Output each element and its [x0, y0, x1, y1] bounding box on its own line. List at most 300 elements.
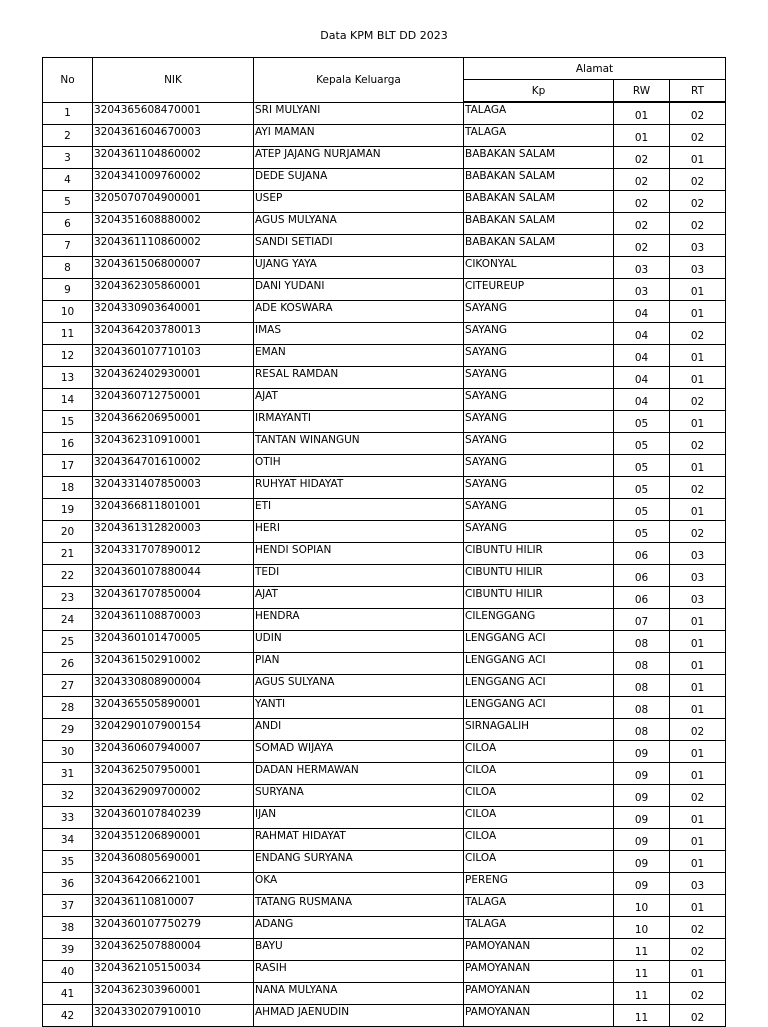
cell-rw: 03	[614, 279, 670, 301]
cell-rw: 10	[614, 895, 670, 917]
cell-kp: SAYANG	[464, 345, 614, 367]
table-row	[43, 983, 726, 1005]
cell-nama: IRMAYANTI	[254, 411, 464, 433]
cell-no: 28	[43, 697, 93, 719]
cell-no: 11	[43, 323, 93, 345]
cell-nik: 3204361707850004	[93, 587, 254, 609]
cell-kp: PAMOYANAN	[464, 1005, 614, 1027]
cell-nik: 3204361502910002	[93, 653, 254, 675]
cell-nik: 3204331407850003	[93, 477, 254, 499]
cell-kp: BABAKAN SALAM	[464, 147, 614, 169]
table-row	[43, 455, 726, 477]
table-row	[43, 521, 726, 543]
table-row	[43, 675, 726, 697]
cell-kp: SAYANG	[464, 477, 614, 499]
cell-nik: 3204362909700002	[93, 785, 254, 807]
cell-rw: 05	[614, 411, 670, 433]
cell-rt: 02	[670, 719, 726, 741]
cell-no: 32	[43, 785, 93, 807]
cell-nik: 3204362105150034	[93, 961, 254, 983]
table-row	[43, 1005, 726, 1027]
cell-no: 4	[43, 169, 93, 191]
cell-nik: 3204290107900154	[93, 719, 254, 741]
cell-nik: 3204360712750001	[93, 389, 254, 411]
cell-rw: 09	[614, 873, 670, 895]
cell-no: 40	[43, 961, 93, 983]
table-row	[43, 102, 726, 125]
cell-no: 12	[43, 345, 93, 367]
cell-nik: 3204364701610002	[93, 455, 254, 477]
cell-kp: SAYANG	[464, 433, 614, 455]
table-row	[43, 411, 726, 433]
table-row	[43, 807, 726, 829]
cell-no: 7	[43, 235, 93, 257]
cell-nik: 3204360107880044	[93, 565, 254, 587]
table-row	[43, 763, 726, 785]
cell-rt: 03	[670, 543, 726, 565]
table-row	[43, 147, 726, 169]
cell-rw: 09	[614, 829, 670, 851]
cell-nik: 3204362402930001	[93, 367, 254, 389]
cell-no: 8	[43, 257, 93, 279]
cell-kp: SAYANG	[464, 323, 614, 345]
table-row	[43, 323, 726, 345]
cell-nik: 3205070704900001	[93, 191, 254, 213]
cell-rw: 08	[614, 697, 670, 719]
cell-no: 21	[43, 543, 93, 565]
cell-rt: 01	[670, 741, 726, 763]
cell-rt: 01	[670, 829, 726, 851]
cell-nama: HERI	[254, 521, 464, 543]
cell-nama: TEDI	[254, 565, 464, 587]
cell-rt: 03	[670, 587, 726, 609]
cell-rw: 06	[614, 587, 670, 609]
cell-kp: SAYANG	[464, 301, 614, 323]
cell-rw: 01	[614, 102, 670, 125]
cell-rt: 01	[670, 631, 726, 653]
cell-nik: 3204362507950001	[93, 763, 254, 785]
table-row	[43, 367, 726, 389]
cell-no: 24	[43, 609, 93, 631]
header-kp: Kp	[464, 80, 614, 103]
cell-rt: 01	[670, 675, 726, 697]
cell-no: 23	[43, 587, 93, 609]
cell-rw: 02	[614, 213, 670, 235]
cell-rw: 08	[614, 653, 670, 675]
cell-nik: 3204361604670003	[93, 125, 254, 147]
cell-rt: 02	[670, 433, 726, 455]
cell-rw: 05	[614, 433, 670, 455]
cell-kp: SAYANG	[464, 499, 614, 521]
header-rw: RW	[614, 80, 670, 103]
table-row	[43, 895, 726, 917]
cell-nik: 3204361110860002	[93, 235, 254, 257]
header-rt: RT	[670, 80, 726, 103]
table-row	[43, 499, 726, 521]
cell-no: 14	[43, 389, 93, 411]
table-row	[43, 697, 726, 719]
cell-kp: BABAKAN SALAM	[464, 191, 614, 213]
cell-no: 16	[43, 433, 93, 455]
cell-rt: 03	[670, 257, 726, 279]
cell-nik: 3204361312820003	[93, 521, 254, 543]
cell-kp: BABAKAN SALAM	[464, 235, 614, 257]
table-row	[43, 543, 726, 565]
cell-kp: LENGGANG ACI	[464, 631, 614, 653]
cell-no: 22	[43, 565, 93, 587]
table-row	[43, 653, 726, 675]
cell-rw: 02	[614, 147, 670, 169]
cell-no: 1	[43, 102, 93, 125]
table-row	[43, 961, 726, 983]
cell-kp: PERENG	[464, 873, 614, 895]
cell-rw: 06	[614, 543, 670, 565]
cell-rt: 01	[670, 455, 726, 477]
cell-no: 13	[43, 367, 93, 389]
cell-rt: 02	[670, 983, 726, 1005]
cell-kp: SAYANG	[464, 455, 614, 477]
cell-rw: 09	[614, 851, 670, 873]
cell-nik: 3204360101470005	[93, 631, 254, 653]
table-row	[43, 169, 726, 191]
cell-kp: LENGGANG ACI	[464, 653, 614, 675]
cell-rt: 02	[670, 785, 726, 807]
cell-nama: RASIH	[254, 961, 464, 983]
cell-rw: 01	[614, 125, 670, 147]
cell-nama: ENDANG SURYANA	[254, 851, 464, 873]
cell-rt: 02	[670, 939, 726, 961]
cell-rw: 11	[614, 983, 670, 1005]
cell-nama: IMAS	[254, 323, 464, 345]
cell-rt: 01	[670, 807, 726, 829]
cell-rw: 07	[614, 609, 670, 631]
header-kepala-keluarga: Kepala Keluarga	[254, 58, 464, 103]
cell-kp: CIBUNTU HILIR	[464, 565, 614, 587]
table-row	[43, 213, 726, 235]
cell-nik: 3204362305860001	[93, 279, 254, 301]
table-row	[43, 301, 726, 323]
cell-no: 10	[43, 301, 93, 323]
cell-nik: 3204330808900004	[93, 675, 254, 697]
cell-nik: 3204364203780013	[93, 323, 254, 345]
cell-kp: TALAGA	[464, 895, 614, 917]
cell-rw: 05	[614, 521, 670, 543]
cell-nama: UJANG YAYA	[254, 257, 464, 279]
cell-rw: 03	[614, 257, 670, 279]
cell-rt: 01	[670, 147, 726, 169]
header-no: No	[43, 58, 93, 103]
cell-rt: 01	[670, 609, 726, 631]
table-row	[43, 851, 726, 873]
cell-rt: 01	[670, 653, 726, 675]
cell-rt: 02	[670, 125, 726, 147]
cell-rt: 01	[670, 851, 726, 873]
cell-nama: PIAN	[254, 653, 464, 675]
cell-no: 38	[43, 917, 93, 939]
cell-rt: 01	[670, 411, 726, 433]
cell-nama: AGUS MULYANA	[254, 213, 464, 235]
cell-nama: ATEP JAJANG NURJAMAN	[254, 147, 464, 169]
table-row	[43, 587, 726, 609]
cell-rt: 01	[670, 279, 726, 301]
cell-kp: TALAGA	[464, 917, 614, 939]
cell-nama: SOMAD WIJAYA	[254, 741, 464, 763]
table-row	[43, 345, 726, 367]
cell-no: 25	[43, 631, 93, 653]
cell-nama: RAHMAT HIDAYAT	[254, 829, 464, 851]
cell-rw: 10	[614, 917, 670, 939]
cell-nama: HENDI SOPIAN	[254, 543, 464, 565]
cell-rt: 02	[670, 323, 726, 345]
cell-rt: 01	[670, 763, 726, 785]
table-row	[43, 235, 726, 257]
cell-rw: 04	[614, 345, 670, 367]
cell-rw: 11	[614, 1005, 670, 1027]
cell-rw: 04	[614, 301, 670, 323]
cell-rw: 04	[614, 389, 670, 411]
cell-nik: 3204362507880004	[93, 939, 254, 961]
document-title: Data KPM BLT DD 2023	[320, 29, 448, 42]
cell-rt: 01	[670, 895, 726, 917]
cell-rw: 09	[614, 807, 670, 829]
cell-nik: 3204360107840239	[93, 807, 254, 829]
cell-no: 27	[43, 675, 93, 697]
cell-kp: CILOA	[464, 785, 614, 807]
cell-rw: 04	[614, 367, 670, 389]
cell-nik: 3204366206950001	[93, 411, 254, 433]
cell-no: 42	[43, 1005, 93, 1027]
cell-nama: RUHYAT HIDAYAT	[254, 477, 464, 499]
cell-no: 39	[43, 939, 93, 961]
cell-kp: LENGGANG ACI	[464, 697, 614, 719]
cell-nama: ADANG	[254, 917, 464, 939]
cell-rw: 04	[614, 323, 670, 345]
cell-no: 3	[43, 147, 93, 169]
cell-kp: CILOA	[464, 829, 614, 851]
cell-kp: CILOA	[464, 763, 614, 785]
table-row	[43, 257, 726, 279]
cell-kp: PAMOYANAN	[464, 939, 614, 961]
cell-nik: 3204361108870003	[93, 609, 254, 631]
cell-rt: 02	[670, 477, 726, 499]
cell-no: 37	[43, 895, 93, 917]
cell-rt: 02	[670, 1005, 726, 1027]
cell-nama: IJAN	[254, 807, 464, 829]
cell-kp: CIBUNTU HILIR	[464, 587, 614, 609]
cell-rw: 11	[614, 939, 670, 961]
cell-nik: 3204365505890001	[93, 697, 254, 719]
cell-nama: YANTI	[254, 697, 464, 719]
cell-rw: 02	[614, 169, 670, 191]
cell-rw: 05	[614, 455, 670, 477]
cell-nik: 3204362310910001	[93, 433, 254, 455]
cell-no: 17	[43, 455, 93, 477]
cell-nama: TATANG RUSMANA	[254, 895, 464, 917]
cell-nik: 3204351206890001	[93, 829, 254, 851]
cell-no: 20	[43, 521, 93, 543]
cell-kp: CILOA	[464, 807, 614, 829]
table-row	[43, 191, 726, 213]
cell-kp: SAYANG	[464, 367, 614, 389]
cell-rw: 02	[614, 191, 670, 213]
cell-nik: 3204360107750279	[93, 917, 254, 939]
cell-kp: BABAKAN SALAM	[464, 213, 614, 235]
table-header	[43, 58, 726, 103]
cell-nama: AYI MAMAN	[254, 125, 464, 147]
header-nik: NIK	[93, 58, 254, 103]
cell-no: 34	[43, 829, 93, 851]
cell-nik: 3204360805690001	[93, 851, 254, 873]
cell-nama: AJAT	[254, 389, 464, 411]
cell-no: 31	[43, 763, 93, 785]
cell-no: 33	[43, 807, 93, 829]
cell-rt: 03	[670, 565, 726, 587]
cell-rt: 02	[670, 389, 726, 411]
cell-kp: CILENGGANG	[464, 609, 614, 631]
cell-no: 41	[43, 983, 93, 1005]
cell-no: 9	[43, 279, 93, 301]
kpm-table	[42, 57, 726, 1027]
cell-rw: 08	[614, 631, 670, 653]
table-row	[43, 565, 726, 587]
table-row	[43, 917, 726, 939]
cell-rw: 09	[614, 785, 670, 807]
cell-kp: SAYANG	[464, 389, 614, 411]
cell-rt: 02	[670, 213, 726, 235]
cell-kp: TALAGA	[464, 125, 614, 147]
cell-no: 6	[43, 213, 93, 235]
cell-nik: 3204330207910010	[93, 1005, 254, 1027]
cell-nama: SANDI SETIADI	[254, 235, 464, 257]
cell-nama: RESAL RAMDAN	[254, 367, 464, 389]
table-body	[43, 102, 726, 1027]
table-row	[43, 741, 726, 763]
cell-nik: 3204341009760002	[93, 169, 254, 191]
cell-nama: OKA	[254, 873, 464, 895]
cell-nik: 3204366811801001	[93, 499, 254, 521]
cell-nama: EMAN	[254, 345, 464, 367]
table-row	[43, 433, 726, 455]
cell-nik: 3204361506800007	[93, 257, 254, 279]
cell-nama: BAYU	[254, 939, 464, 961]
cell-kp: LENGGANG ACI	[464, 675, 614, 697]
cell-rw: 11	[614, 961, 670, 983]
cell-no: 35	[43, 851, 93, 873]
cell-kp: CILOA	[464, 851, 614, 873]
cell-kp: SAYANG	[464, 521, 614, 543]
cell-kp: SAYANG	[464, 411, 614, 433]
cell-nama: TANTAN WINANGUN	[254, 433, 464, 455]
cell-no: 19	[43, 499, 93, 521]
cell-nama: DADAN HERMAWAN	[254, 763, 464, 785]
cell-kp: SIRNAGALIH	[464, 719, 614, 741]
cell-no: 2	[43, 125, 93, 147]
table-row	[43, 873, 726, 895]
cell-kp: CIKONYAL	[464, 257, 614, 279]
table-row	[43, 631, 726, 653]
table-row	[43, 477, 726, 499]
cell-nama: DANI YUDANI	[254, 279, 464, 301]
cell-nama: UDIN	[254, 631, 464, 653]
header-alamat: Alamat	[464, 58, 726, 80]
cell-kp: CITEUREUP	[464, 279, 614, 301]
cell-rt: 02	[670, 917, 726, 939]
table-row	[43, 939, 726, 961]
table-row	[43, 279, 726, 301]
cell-rt: 02	[670, 191, 726, 213]
cell-rt: 01	[670, 367, 726, 389]
table-row	[43, 609, 726, 631]
cell-nama: DEDE SUJANA	[254, 169, 464, 191]
cell-no: 15	[43, 411, 93, 433]
cell-rw: 09	[614, 763, 670, 785]
cell-nama: OTIH	[254, 455, 464, 477]
cell-nik: 3204360107710103	[93, 345, 254, 367]
cell-rt: 01	[670, 697, 726, 719]
cell-no: 5	[43, 191, 93, 213]
cell-rt: 02	[670, 102, 726, 125]
table-row	[43, 785, 726, 807]
cell-rt: 01	[670, 345, 726, 367]
cell-kp: PAMOYANAN	[464, 983, 614, 1005]
cell-nik: 3204362303960001	[93, 983, 254, 1005]
cell-nik: 3204360607940007	[93, 741, 254, 763]
cell-nama: AGUS SULYANA	[254, 675, 464, 697]
cell-nik: 320436110810007	[93, 895, 254, 917]
cell-kp: CILOA	[464, 741, 614, 763]
cell-nama: AJAT	[254, 587, 464, 609]
cell-kp: BABAKAN SALAM	[464, 169, 614, 191]
cell-nama: ADE KOSWARA	[254, 301, 464, 323]
cell-rt: 01	[670, 961, 726, 983]
cell-kp: PAMOYANAN	[464, 961, 614, 983]
cell-rw: 08	[614, 675, 670, 697]
cell-rt: 03	[670, 873, 726, 895]
cell-no: 29	[43, 719, 93, 741]
cell-nik: 3204331707890012	[93, 543, 254, 565]
cell-no: 30	[43, 741, 93, 763]
cell-rt: 02	[670, 169, 726, 191]
cell-nama: USEP	[254, 191, 464, 213]
cell-no: 26	[43, 653, 93, 675]
cell-nik: 3204351608880002	[93, 213, 254, 235]
cell-rt: 01	[670, 499, 726, 521]
cell-no: 36	[43, 873, 93, 895]
table-row	[43, 829, 726, 851]
cell-kp: TALAGA	[464, 102, 614, 125]
cell-rw: 05	[614, 477, 670, 499]
table-row	[43, 125, 726, 147]
cell-nik: 3204365608470001	[93, 102, 254, 125]
cell-nama: ANDI	[254, 719, 464, 741]
cell-rw: 06	[614, 565, 670, 587]
cell-nama: AHMAD JAENUDIN	[254, 1005, 464, 1027]
cell-rt: 02	[670, 521, 726, 543]
cell-rw: 05	[614, 499, 670, 521]
cell-rw: 02	[614, 235, 670, 257]
table-row	[43, 719, 726, 741]
cell-rw: 08	[614, 719, 670, 741]
cell-rt: 03	[670, 235, 726, 257]
cell-no: 18	[43, 477, 93, 499]
cell-nama: ETI	[254, 499, 464, 521]
cell-kp: CIBUNTU HILIR	[464, 543, 614, 565]
cell-nama: SRI MULYANI	[254, 102, 464, 125]
cell-nik: 3204361104860002	[93, 147, 254, 169]
cell-nama: HENDRA	[254, 609, 464, 631]
cell-nik: 3204330903640001	[93, 301, 254, 323]
table-row	[43, 389, 726, 411]
